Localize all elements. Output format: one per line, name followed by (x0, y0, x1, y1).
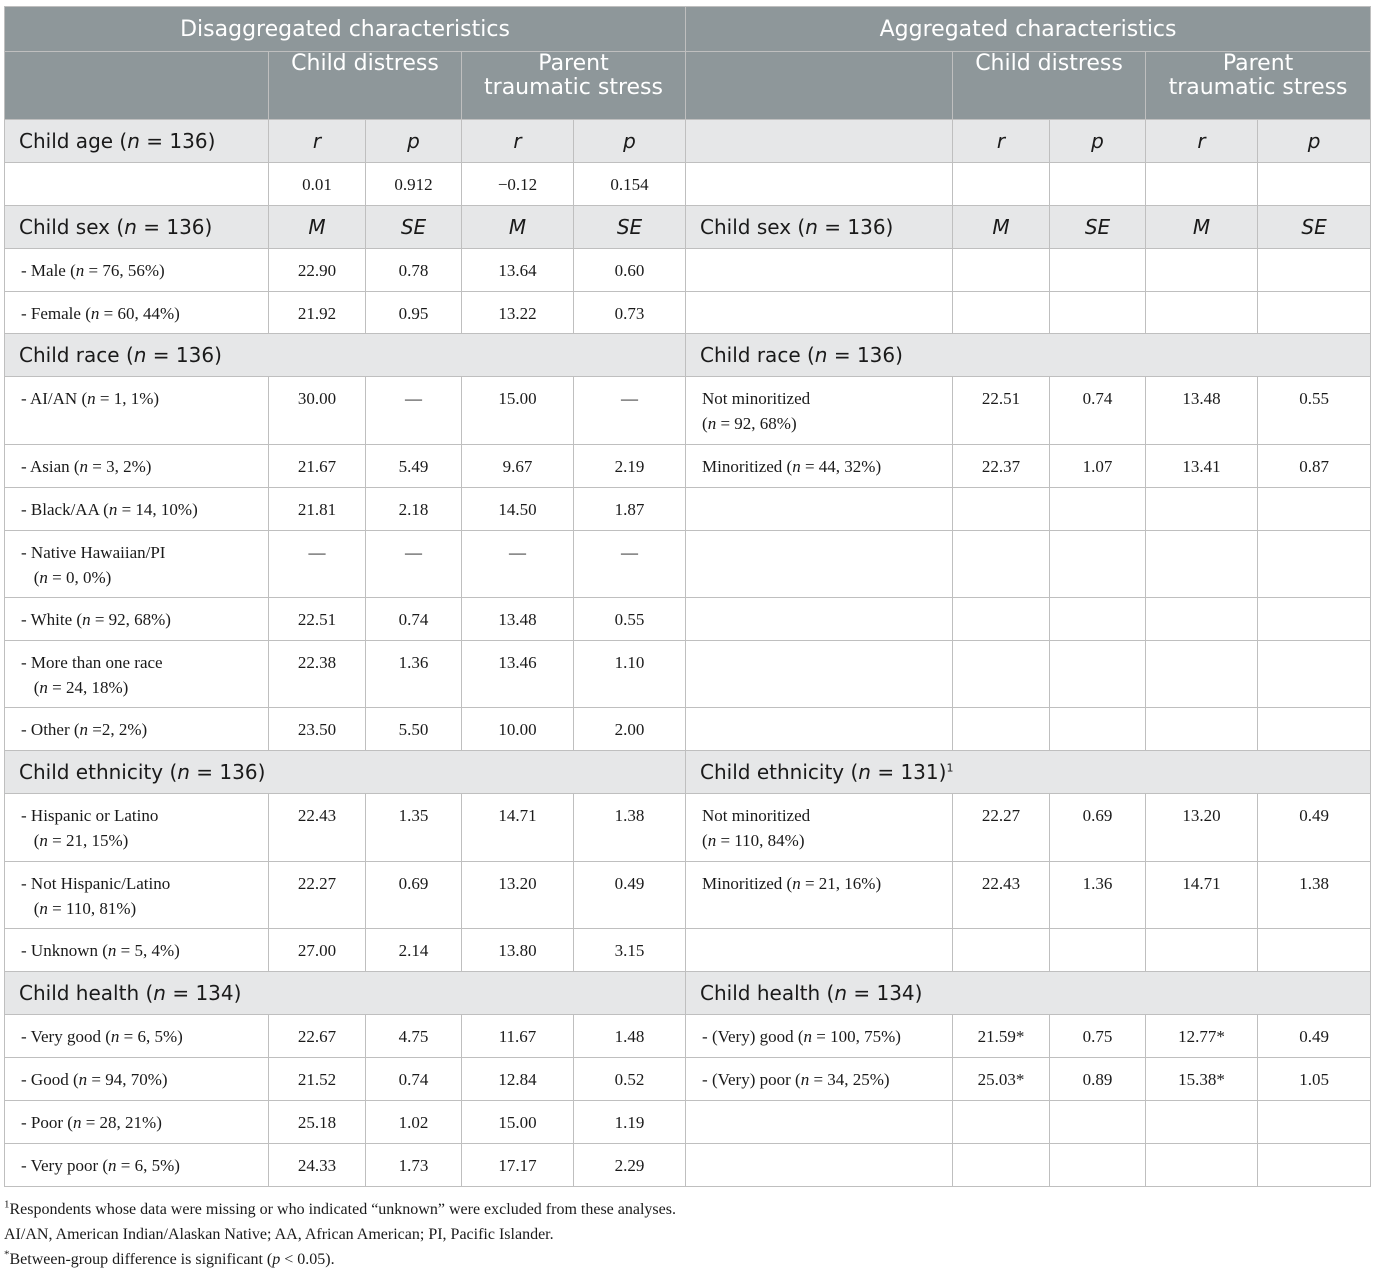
cell-value: 0.154 (574, 163, 686, 206)
cell-value: 0.89 (1050, 1058, 1146, 1101)
empty-cell (1146, 1101, 1258, 1144)
section-label: Child health (n = 134) (5, 972, 686, 1015)
header-parent-traumatic-stress: Parent traumatic stress (1146, 52, 1371, 120)
cell-value: 13.41 (1146, 445, 1258, 488)
empty-cell (686, 163, 953, 206)
empty-cell (1258, 641, 1371, 708)
cell-value: 0.69 (366, 862, 462, 929)
cell-value: 2.29 (574, 1144, 686, 1187)
cell-value: 0.912 (366, 163, 462, 206)
cell-value: 1.36 (366, 641, 462, 708)
empty-cell (953, 163, 1050, 206)
cell-value: 0.49 (1258, 1015, 1371, 1058)
stat-symbol: r (1146, 120, 1258, 163)
section-label: Child sex (n = 136) (686, 206, 953, 249)
row-label: - Native Hawaiian/PI (n = 0, 0%) (5, 531, 269, 598)
cell-value: −0.12 (462, 163, 574, 206)
empty-cell (1258, 531, 1371, 598)
cell-value: 5.50 (366, 708, 462, 751)
cell-value: — (574, 531, 686, 598)
cell-value: 13.48 (1146, 377, 1258, 445)
row-label: - Female (n = 60, 44%) (5, 292, 269, 334)
cell-value: 0.49 (574, 862, 686, 929)
section-label: Child ethnicity (n = 131)$^1$ (686, 751, 1371, 794)
footnote-significance: *Between-group difference is significant (p < 0.05). (4, 1248, 335, 1268)
cell-value: 12.77* (1146, 1015, 1258, 1058)
section-row-sex (5, 206, 1371, 249)
section-label: Child age (n = 136) (5, 120, 269, 163)
empty-cell (1050, 929, 1146, 972)
cell-value: 0.01 (269, 163, 366, 206)
section-label: Child race (n = 136) (5, 334, 686, 377)
empty-cell (1050, 641, 1146, 708)
row-label: - White (n = 92, 68%) (5, 598, 269, 641)
cell-value: 1.07 (1050, 445, 1146, 488)
cell-value: 13.80 (462, 929, 574, 972)
section-row-race (5, 334, 1371, 377)
row-label: - Poor (n = 28, 21%) (5, 1101, 269, 1144)
cell-value: 24.33 (269, 1144, 366, 1187)
cell-value: 0.52 (574, 1058, 686, 1101)
table-row (5, 163, 1371, 206)
cell-value: 22.27 (953, 794, 1050, 862)
section-label: Child health (n = 134) (686, 972, 1371, 1015)
cell-value: 22.51 (269, 598, 366, 641)
section-label (686, 120, 953, 163)
cell-value: 22.51 (953, 377, 1050, 445)
cell-value: — (366, 377, 462, 445)
cell-value: 0.60 (574, 249, 686, 292)
empty-cell (686, 641, 953, 708)
table-row (5, 1015, 1371, 1058)
cell-value: 22.27 (269, 862, 366, 929)
empty-cell (1050, 531, 1146, 598)
stat-symbol: M (1146, 206, 1258, 249)
table-row (5, 377, 1371, 445)
cell-value: 21.92 (269, 292, 366, 334)
empty-cell (686, 1101, 953, 1144)
cell-value: 0.69 (1050, 794, 1146, 862)
empty-cell (1050, 292, 1146, 334)
empty-cell (1258, 292, 1371, 334)
section-label: Child race (n = 136) (686, 334, 1371, 377)
empty-cell (1258, 1144, 1371, 1187)
empty-cell (953, 929, 1050, 972)
empty-cell (1050, 708, 1146, 751)
cell-value: 1.38 (574, 794, 686, 862)
cell-value: 0.55 (574, 598, 686, 641)
stat-symbol: M (953, 206, 1050, 249)
row-label: Minoritized (n = 44, 32%) (686, 445, 953, 488)
empty-cell (686, 488, 953, 531)
empty-cell (1146, 929, 1258, 972)
table-footnotes (4, 1197, 1370, 1272)
empty-cell (1050, 488, 1146, 531)
cell-value: 1.73 (366, 1144, 462, 1187)
header-blank (5, 52, 269, 120)
table-row (5, 488, 1371, 531)
cell-value: 22.43 (269, 794, 366, 862)
cell-value: 13.48 (462, 598, 574, 641)
cell-value: 2.18 (366, 488, 462, 531)
cell-value: 15.00 (462, 377, 574, 445)
cell-value: 0.55 (1258, 377, 1371, 445)
cell-value: 22.90 (269, 249, 366, 292)
stat-symbol: SE (574, 206, 686, 249)
empty-cell (1258, 1101, 1371, 1144)
empty-cell (1146, 292, 1258, 334)
row-label: Minoritized (n = 21, 16%) (686, 862, 953, 929)
cell-value: 14.71 (462, 794, 574, 862)
table-row (5, 641, 1371, 708)
stat-symbol: p (574, 120, 686, 163)
cell-value: — (462, 531, 574, 598)
cell-value: 1.02 (366, 1101, 462, 1144)
stat-symbol: r (462, 120, 574, 163)
row-label: - Not Hispanic/Latino (n = 110, 81%) (5, 862, 269, 929)
results-table-container (4, 6, 1370, 1272)
empty-cell (686, 292, 953, 334)
cell-value: 0.78 (366, 249, 462, 292)
cell-value: 11.67 (462, 1015, 574, 1058)
row-label: - (Very) poor (n = 34, 25%) (686, 1058, 953, 1101)
empty-cell (1146, 1144, 1258, 1187)
row-label: - Good (n = 94, 70%) (5, 1058, 269, 1101)
table-row (5, 929, 1371, 972)
row-label: - Black/AA (n = 14, 10%) (5, 488, 269, 531)
row-label: - Unknown (n = 5, 4%) (5, 929, 269, 972)
empty-cell (953, 641, 1050, 708)
header-row-groups (5, 7, 1371, 52)
empty-cell (1050, 249, 1146, 292)
empty-cell (1146, 163, 1258, 206)
cell-value: 15.38* (1146, 1058, 1258, 1101)
cell-value: 21.59* (953, 1015, 1050, 1058)
cell-value: 0.75 (1050, 1015, 1146, 1058)
row-label: - (Very) good (n = 100, 75%) (686, 1015, 953, 1058)
stat-symbol: SE (1258, 206, 1371, 249)
empty-cell (1146, 531, 1258, 598)
empty-cell (1050, 598, 1146, 641)
cell-value: 22.38 (269, 641, 366, 708)
empty-cell (953, 488, 1050, 531)
empty-cell (686, 598, 953, 641)
cell-value: 2.19 (574, 445, 686, 488)
cell-value: 4.75 (366, 1015, 462, 1058)
cell-value: 27.00 (269, 929, 366, 972)
cell-value: 2.14 (366, 929, 462, 972)
empty-cell (1258, 598, 1371, 641)
row-label: - Very good (n = 6, 5%) (5, 1015, 269, 1058)
empty-cell (953, 598, 1050, 641)
cell-value: 1.35 (366, 794, 462, 862)
stat-symbol: p (1050, 120, 1146, 163)
cell-value: 13.64 (462, 249, 574, 292)
cell-value: 14.50 (462, 488, 574, 531)
cell-value: 1.87 (574, 488, 686, 531)
empty-cell (1146, 249, 1258, 292)
empty-cell (1258, 488, 1371, 531)
table-row (5, 531, 1371, 598)
section-row-age (5, 120, 1371, 163)
row-label: - Hispanic or Latino (n = 21, 15%) (5, 794, 269, 862)
header-child-distress: Child distress (953, 52, 1146, 120)
cell-value: 1.10 (574, 641, 686, 708)
row-label: Not minoritized (n = 110, 84%) (686, 794, 953, 862)
row-label: - Very poor (n = 6, 5%) (5, 1144, 269, 1187)
empty-cell (953, 1101, 1050, 1144)
cell-value: 3.15 (574, 929, 686, 972)
row-label: - Male (n = 76, 56%) (5, 249, 269, 292)
results-table (4, 6, 1371, 1187)
cell-value: 1.05 (1258, 1058, 1371, 1101)
empty-cell (1146, 708, 1258, 751)
section-label: Child sex (n = 136) (5, 206, 269, 249)
cell-value: 22.67 (269, 1015, 366, 1058)
empty-cell (686, 708, 953, 751)
empty-cell (686, 531, 953, 598)
cell-value: — (269, 531, 366, 598)
row-label: - Other (n =2, 2%) (5, 708, 269, 751)
cell-value: 30.00 (269, 377, 366, 445)
cell-value: 10.00 (462, 708, 574, 751)
stat-symbol: p (1258, 120, 1371, 163)
cell-value: 21.67 (269, 445, 366, 488)
empty-cell (1146, 641, 1258, 708)
table-row (5, 708, 1371, 751)
empty-cell (1258, 708, 1371, 751)
cell-value: 0.74 (366, 598, 462, 641)
cell-value: 22.37 (953, 445, 1050, 488)
cell-value: 21.81 (269, 488, 366, 531)
cell-value: 13.46 (462, 641, 574, 708)
empty-cell (1050, 1144, 1146, 1187)
table-row (5, 292, 1371, 334)
footnote-abbreviations: AI/AN, American Indian/Alaskan Native; AA, African American; PI, Pacific Islander. (4, 1226, 554, 1243)
cell-value: 21.52 (269, 1058, 366, 1101)
cell-value: 1.36 (1050, 862, 1146, 929)
cell-value: 5.49 (366, 445, 462, 488)
cell-value: 0.74 (366, 1058, 462, 1101)
cell-value: 17.17 (462, 1144, 574, 1187)
table-row (5, 598, 1371, 641)
cell-value: 1.19 (574, 1101, 686, 1144)
stat-symbol: M (462, 206, 574, 249)
header-row-measures (5, 52, 1371, 120)
empty-cell (953, 531, 1050, 598)
empty-cell (953, 249, 1050, 292)
table-row (5, 445, 1371, 488)
stat-symbol: SE (366, 206, 462, 249)
cell-value: 1.38 (1258, 862, 1371, 929)
cell-value: 14.71 (1146, 862, 1258, 929)
table-row (5, 862, 1371, 929)
cell-value: — (366, 531, 462, 598)
cell-value: 0.49 (1258, 794, 1371, 862)
cell-value: 25.03* (953, 1058, 1050, 1101)
row-label: - Asian (n = 3, 2%) (5, 445, 269, 488)
section-row-health (5, 972, 1371, 1015)
stat-symbol: p (366, 120, 462, 163)
empty-cell (1146, 598, 1258, 641)
table-row (5, 1058, 1371, 1101)
section-label: Child ethnicity (n = 136) (5, 751, 686, 794)
empty-cell (1050, 1101, 1146, 1144)
row-label: - AI/AN (n = 1, 1%) (5, 377, 269, 445)
empty-cell (686, 929, 953, 972)
cell-value: 9.67 (462, 445, 574, 488)
cell-value: 0.87 (1258, 445, 1371, 488)
empty-cell (1050, 163, 1146, 206)
footnote-missing-data: $^1$Respondents whose data were missing or who indicated “unknown” were excluded from these analyses. (4, 1198, 676, 1218)
empty-cell (953, 292, 1050, 334)
cell-value: 0.73 (574, 292, 686, 334)
row-label: Not minoritized (n = 92, 68%) (686, 377, 953, 445)
cell-value: 0.95 (366, 292, 462, 334)
empty-cell (953, 1144, 1050, 1187)
cell-value: — (574, 377, 686, 445)
empty-cell (686, 1144, 953, 1187)
header-disaggregated: Disaggregated characteristics (5, 7, 686, 52)
cell-value: 22.43 (953, 862, 1050, 929)
stat-symbol: r (269, 120, 366, 163)
header-blank (686, 52, 953, 120)
cell-value: 25.18 (269, 1101, 366, 1144)
cell-value: 23.50 (269, 708, 366, 751)
table-row (5, 794, 1371, 862)
cell-value: 12.84 (462, 1058, 574, 1101)
cell-value: 1.48 (574, 1015, 686, 1058)
cell-value: 13.20 (462, 862, 574, 929)
header-parent-traumatic-stress: Parent traumatic stress (462, 52, 686, 120)
stat-symbol: SE (1050, 206, 1146, 249)
empty-cell (1258, 929, 1371, 972)
empty-cell (1258, 249, 1371, 292)
table-row (5, 1144, 1371, 1187)
empty-cell (1146, 488, 1258, 531)
empty-cell (686, 249, 953, 292)
row-label: - More than one race (n = 24, 18%) (5, 641, 269, 708)
table-row (5, 1101, 1371, 1144)
header-aggregated: Aggregated characteristics (686, 7, 1371, 52)
empty-cell (953, 708, 1050, 751)
cell-value: 0.74 (1050, 377, 1146, 445)
stat-symbol: M (269, 206, 366, 249)
cell-value: 13.22 (462, 292, 574, 334)
row-label (5, 163, 269, 206)
stat-symbol: r (953, 120, 1050, 163)
empty-cell (1258, 163, 1371, 206)
cell-value: 13.20 (1146, 794, 1258, 862)
cell-value: 15.00 (462, 1101, 574, 1144)
table-row (5, 249, 1371, 292)
header-child-distress: Child distress (269, 52, 462, 120)
cell-value: 2.00 (574, 708, 686, 751)
section-row-ethnicity (5, 751, 1371, 794)
